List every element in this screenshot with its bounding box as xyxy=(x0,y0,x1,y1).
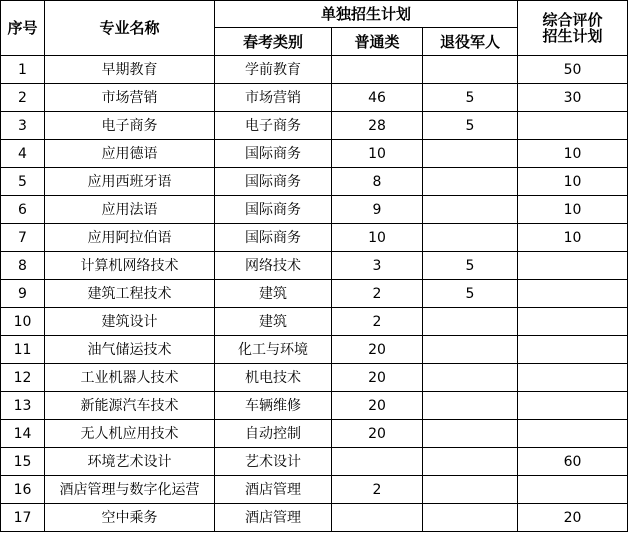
cell-category: 酒店管理 xyxy=(215,504,332,532)
cell-category: 电子商务 xyxy=(215,112,332,140)
cell-comprehensive xyxy=(518,476,628,504)
cell-regular xyxy=(332,56,423,84)
cell-major: 无人机应用技术 xyxy=(45,420,215,448)
table-row xyxy=(1,84,628,112)
cell-major: 新能源汽车技术 xyxy=(45,392,215,420)
cell-regular: 10 xyxy=(332,224,423,252)
cell-comprehensive xyxy=(518,420,628,448)
cell-category: 自动控制 xyxy=(215,420,332,448)
cell-comprehensive: 10 xyxy=(518,196,628,224)
cell-category: 车辆维修 xyxy=(215,392,332,420)
cell-comprehensive xyxy=(518,308,628,336)
cell-veteran xyxy=(423,420,518,448)
cell-category: 国际商务 xyxy=(215,196,332,224)
cell-index: 4 xyxy=(1,140,45,168)
cell-veteran xyxy=(423,476,518,504)
cell-index: 13 xyxy=(1,392,45,420)
header-comprehensive xyxy=(518,1,628,56)
cell-major: 应用德语 xyxy=(45,140,215,168)
table-header xyxy=(1,1,628,56)
cell-category: 国际商务 xyxy=(215,224,332,252)
cell-veteran xyxy=(423,336,518,364)
cell-veteran xyxy=(423,364,518,392)
cell-veteran xyxy=(423,392,518,420)
table-row xyxy=(1,56,628,84)
cell-veteran xyxy=(423,140,518,168)
cell-index: 7 xyxy=(1,224,45,252)
cell-regular: 2 xyxy=(332,280,423,308)
cell-regular xyxy=(332,448,423,476)
cell-comprehensive xyxy=(518,336,628,364)
cell-regular: 3 xyxy=(332,252,423,280)
cell-major: 酒店管理与数字化运营 xyxy=(45,476,215,504)
table-row xyxy=(1,476,628,504)
header-comprehensive-line1: 综合评价 xyxy=(542,11,603,29)
cell-index: 11 xyxy=(1,336,45,364)
cell-regular: 9 xyxy=(332,196,423,224)
cell-regular: 2 xyxy=(332,308,423,336)
cell-major: 应用西班牙语 xyxy=(45,168,215,196)
cell-index: 9 xyxy=(1,280,45,308)
cell-regular: 20 xyxy=(332,336,423,364)
cell-index: 16 xyxy=(1,476,45,504)
cell-index: 15 xyxy=(1,448,45,476)
header-regular: 普通类 xyxy=(332,28,423,56)
header-comprehensive-line2: 招生计划 xyxy=(542,27,603,45)
cell-category: 建筑 xyxy=(215,280,332,308)
cell-veteran xyxy=(423,196,518,224)
cell-major: 环境艺术设计 xyxy=(45,448,215,476)
cell-comprehensive xyxy=(518,252,628,280)
cell-index: 10 xyxy=(1,308,45,336)
cell-major: 油气储运技术 xyxy=(45,336,215,364)
cell-comprehensive xyxy=(518,364,628,392)
cell-veteran xyxy=(423,168,518,196)
cell-major: 空中乘务 xyxy=(45,504,215,532)
cell-major: 建筑设计 xyxy=(45,308,215,336)
table-body xyxy=(1,56,628,532)
cell-major: 应用阿拉伯语 xyxy=(45,224,215,252)
cell-regular: 8 xyxy=(332,168,423,196)
table-row xyxy=(1,364,628,392)
cell-index: 14 xyxy=(1,420,45,448)
cell-category: 酒店管理 xyxy=(215,476,332,504)
cell-regular: 20 xyxy=(332,420,423,448)
cell-comprehensive: 60 xyxy=(518,448,628,476)
table-row xyxy=(1,392,628,420)
cell-category: 国际商务 xyxy=(215,168,332,196)
header-index: 序号 xyxy=(1,1,45,56)
cell-index: 8 xyxy=(1,252,45,280)
cell-regular xyxy=(332,504,423,532)
cell-major: 工业机器人技术 xyxy=(45,364,215,392)
table-row xyxy=(1,112,628,140)
table-row xyxy=(1,252,628,280)
cell-veteran xyxy=(423,56,518,84)
table-row xyxy=(1,308,628,336)
header-veteran: 退役军人 xyxy=(423,28,518,56)
table-row xyxy=(1,168,628,196)
cell-veteran: 5 xyxy=(423,112,518,140)
cell-regular: 2 xyxy=(332,476,423,504)
cell-major: 建筑工程技术 xyxy=(45,280,215,308)
cell-comprehensive: 10 xyxy=(518,168,628,196)
cell-regular: 20 xyxy=(332,364,423,392)
cell-regular: 20 xyxy=(332,392,423,420)
cell-veteran xyxy=(423,224,518,252)
cell-veteran: 5 xyxy=(423,252,518,280)
cell-category: 学前教育 xyxy=(215,56,332,84)
cell-comprehensive: 20 xyxy=(518,504,628,532)
cell-comprehensive xyxy=(518,280,628,308)
cell-regular: 10 xyxy=(332,140,423,168)
header-separate-plan: 单独招生计划 xyxy=(215,1,518,28)
cell-major: 应用法语 xyxy=(45,196,215,224)
cell-index: 2 xyxy=(1,84,45,112)
table-row xyxy=(1,336,628,364)
cell-category: 网络技术 xyxy=(215,252,332,280)
cell-category: 建筑 xyxy=(215,308,332,336)
cell-category: 市场营销 xyxy=(215,84,332,112)
cell-category: 机电技术 xyxy=(215,364,332,392)
cell-index: 17 xyxy=(1,504,45,532)
cell-index: 6 xyxy=(1,196,45,224)
cell-comprehensive: 10 xyxy=(518,140,628,168)
cell-comprehensive: 30 xyxy=(518,84,628,112)
cell-comprehensive xyxy=(518,112,628,140)
cell-category: 化工与环境 xyxy=(215,336,332,364)
table-row xyxy=(1,196,628,224)
table-row xyxy=(1,420,628,448)
cell-major: 市场营销 xyxy=(45,84,215,112)
cell-category: 国际商务 xyxy=(215,140,332,168)
cell-comprehensive xyxy=(518,392,628,420)
cell-veteran xyxy=(423,504,518,532)
cell-veteran: 5 xyxy=(423,280,518,308)
cell-veteran xyxy=(423,448,518,476)
cell-index: 5 xyxy=(1,168,45,196)
cell-major: 计算机网络技术 xyxy=(45,252,215,280)
cell-veteran xyxy=(423,308,518,336)
table-row xyxy=(1,504,628,532)
cell-comprehensive: 10 xyxy=(518,224,628,252)
cell-major: 电子商务 xyxy=(45,112,215,140)
cell-index: 12 xyxy=(1,364,45,392)
table-row xyxy=(1,448,628,476)
header-spring-category: 春考类别 xyxy=(215,28,332,56)
cell-index: 1 xyxy=(1,56,45,84)
header-major: 专业名称 xyxy=(45,1,215,56)
cell-veteran: 5 xyxy=(423,84,518,112)
cell-comprehensive: 50 xyxy=(518,56,628,84)
table-row xyxy=(1,224,628,252)
cell-major: 早期教育 xyxy=(45,56,215,84)
table-row xyxy=(1,280,628,308)
table-row xyxy=(1,140,628,168)
cell-index: 3 xyxy=(1,112,45,140)
cell-regular: 28 xyxy=(332,112,423,140)
cell-regular: 46 xyxy=(332,84,423,112)
cell-category: 艺术设计 xyxy=(215,448,332,476)
